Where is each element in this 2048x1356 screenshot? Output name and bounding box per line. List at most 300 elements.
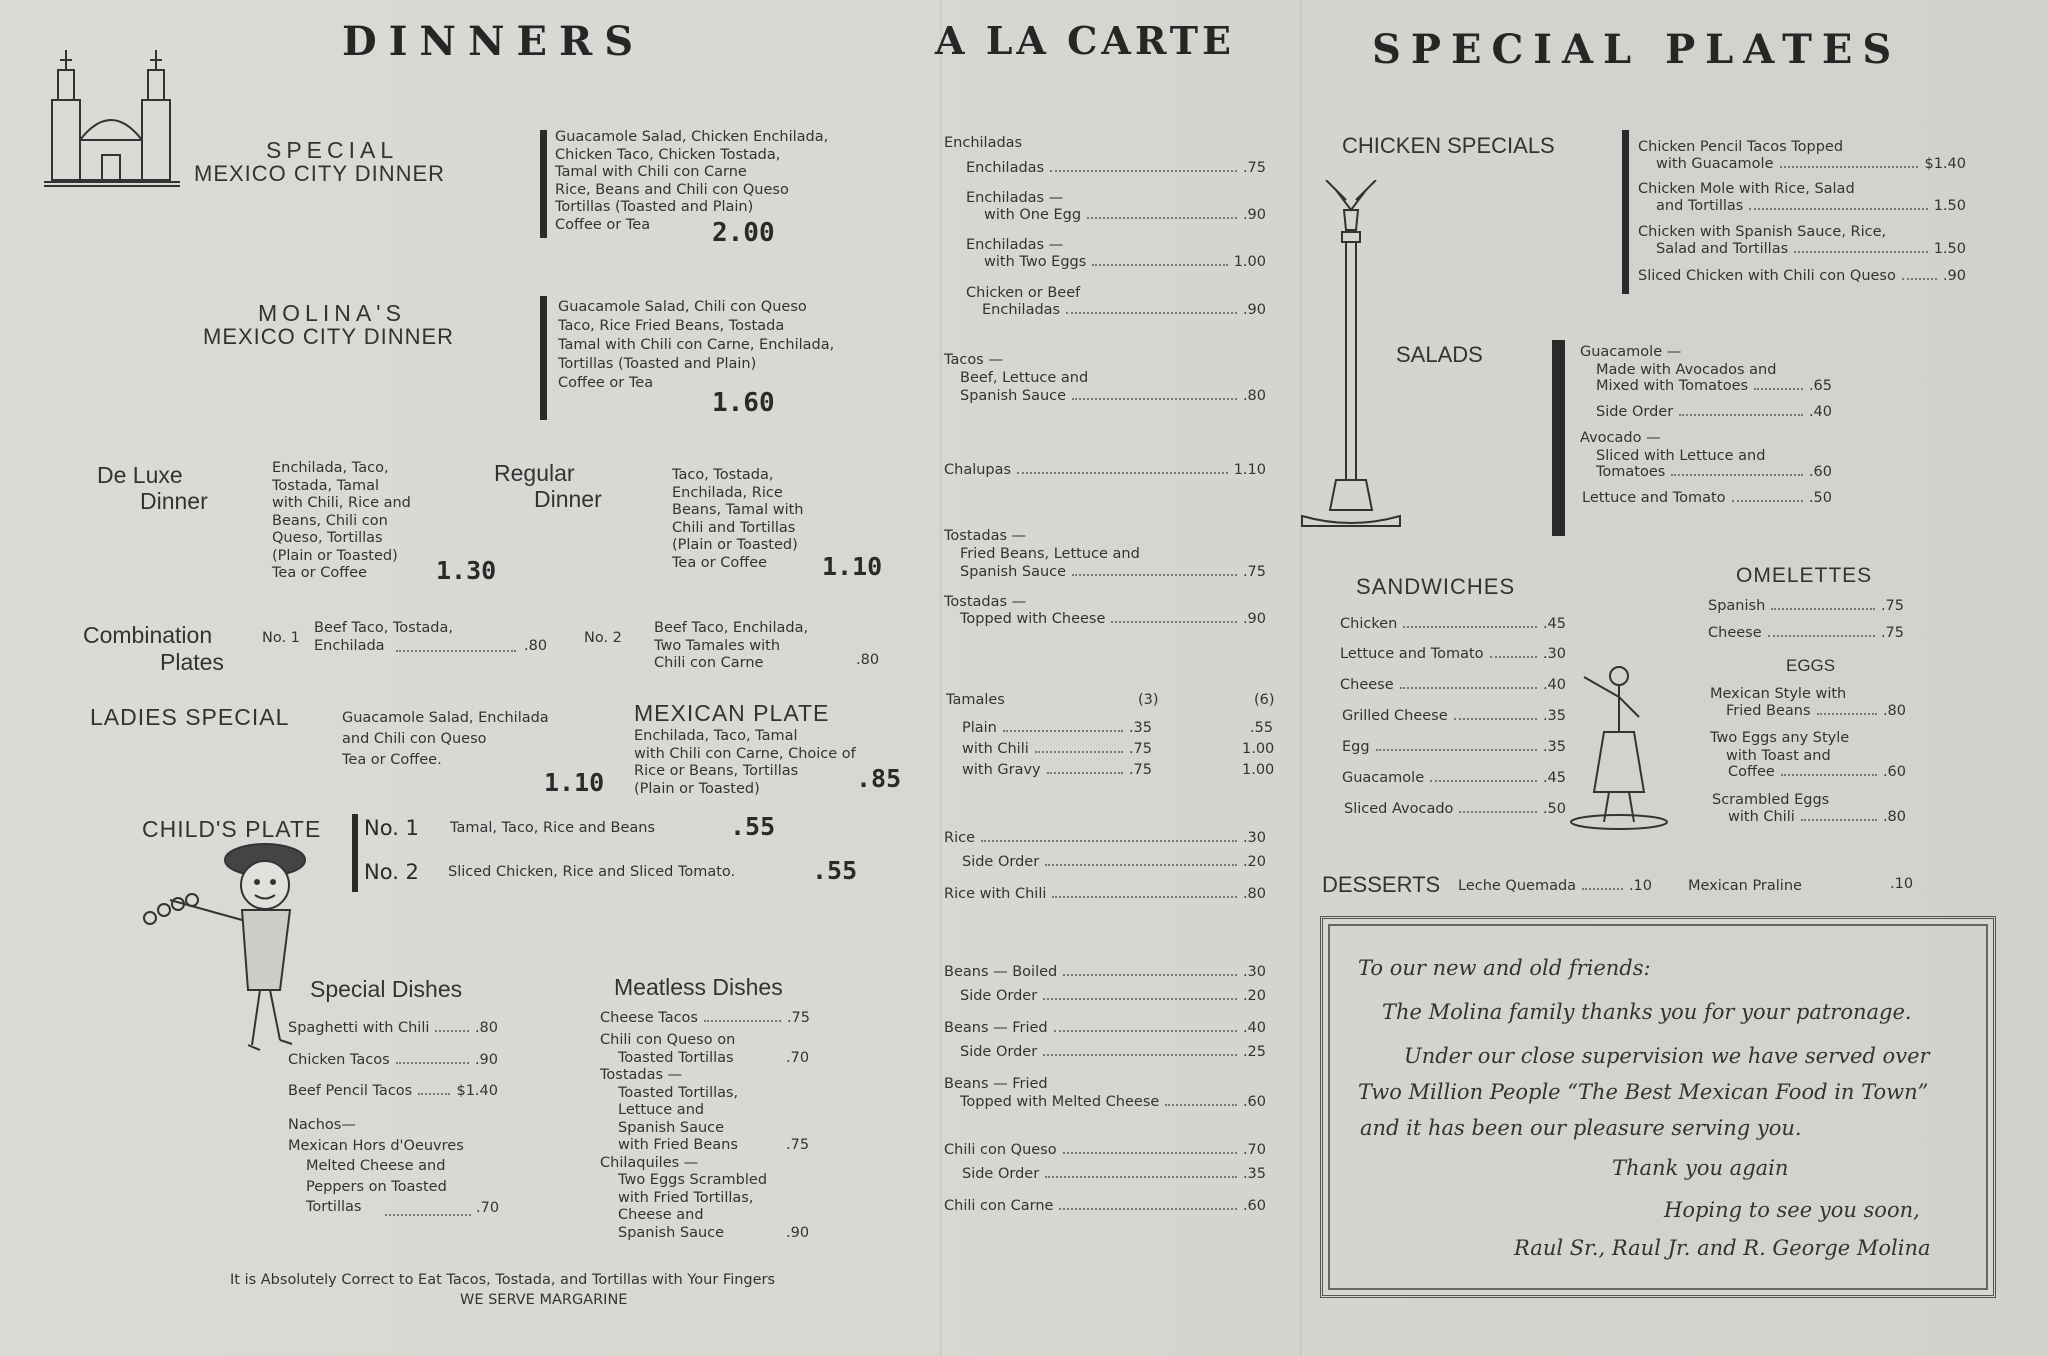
molinas-title-2: MEXICO CITY DINNER <box>203 324 455 349</box>
item-line: Nachos— <box>288 1117 356 1133</box>
item-line: Guacamole — <box>1580 344 1682 360</box>
item-line: (Plain or Toasted) <box>634 780 760 797</box>
ladies-items <box>342 708 549 771</box>
item-line: Enchiladas — <box>966 237 1064 253</box>
item-line: Chili con Carne <box>654 655 764 671</box>
deluxe-title-1: De Luxe <box>97 462 183 488</box>
salads-row <box>1596 464 1832 480</box>
salads-row <box>1596 378 1832 394</box>
item-name: Side Order <box>960 1044 1038 1060</box>
item-line: Spanish Sauce <box>618 1224 725 1241</box>
eggs-row <box>1728 809 1906 825</box>
alacarte-row <box>962 1166 1266 1182</box>
chicken-special-row <box>1656 198 1966 214</box>
bracket-bar <box>540 130 547 238</box>
sandwich-row <box>1340 646 1566 662</box>
item-name: Guacamole <box>1342 770 1425 786</box>
dessert-row <box>1458 878 1652 894</box>
item-line: with Fried Beans <box>618 1137 738 1153</box>
item-price: .90 <box>1242 611 1266 627</box>
item-line: Enchilada, Taco, <box>272 460 389 476</box>
enchiladas-head: Enchiladas <box>944 135 1023 151</box>
chicken-special-row <box>1656 156 1966 172</box>
item-price: .75 <box>1880 625 1904 641</box>
alacarte-row <box>944 830 1266 846</box>
item-line: Guacamole Salad, Chili con Queso <box>558 299 807 315</box>
item-price: .90 <box>1242 302 1266 318</box>
item-price: .30 <box>1242 830 1266 846</box>
regular-items <box>672 467 803 572</box>
combination-no2-price: .80 <box>856 652 880 668</box>
item-price: .30 <box>1542 646 1566 662</box>
item-line: Mexican Hors d'Oeuvres <box>288 1137 464 1154</box>
salads-row <box>1596 404 1832 420</box>
item-name: Enchiladas <box>966 160 1045 176</box>
regular-title-2: Dinner <box>534 486 602 512</box>
item-price: .75 <box>1880 598 1904 614</box>
item-price: .80 <box>1882 809 1906 825</box>
sandwich-row <box>1342 739 1566 755</box>
molinas-price: 1.60 <box>712 388 775 418</box>
item-line: Taco, Tostada, <box>672 467 774 483</box>
item-price: $1.40 <box>1924 156 1966 172</box>
item-price: 1.00 <box>1242 762 1275 778</box>
item-name: with Two Eggs <box>984 254 1087 270</box>
item-name: Side Order <box>962 854 1040 870</box>
combination-no1-price: .80 <box>524 638 548 654</box>
item-line: Two Tamales with <box>654 637 781 654</box>
item-line: Queso, Tortillas <box>272 530 383 546</box>
item-line: Chicken Taco, Chicken Tostada, <box>555 146 781 163</box>
item-line: Avocado — <box>1580 430 1661 446</box>
meatless-block <box>600 1032 767 1242</box>
eggs-row <box>1728 764 1906 780</box>
item-price: .35 <box>1542 708 1566 724</box>
chilaquiles-price: .90 <box>786 1225 810 1241</box>
item-price: .40 <box>1808 404 1832 420</box>
tamales-row <box>962 762 1152 778</box>
item-name: with Guacamole <box>1656 156 1774 172</box>
item-price: 1.10 <box>1233 462 1266 478</box>
item-line: Taco, Rice Fried Beans, Tostada <box>558 318 785 334</box>
item-line: Toasted Tortillas, <box>618 1084 739 1101</box>
item-line: Peppers on Toasted <box>306 1178 447 1195</box>
mexico-city-title-1: SPECIAL <box>266 137 399 163</box>
item-name: Chili con Carne <box>944 1198 1054 1214</box>
item-name: Rice with Chili <box>944 886 1047 902</box>
childs-no1-label: No. 1 <box>364 816 419 840</box>
bracket-bar <box>352 814 358 892</box>
alacarte-row <box>944 1020 1266 1036</box>
angel-monument-illustration <box>1296 180 1406 536</box>
item-line: with Chili con Carne, Choice of <box>634 745 856 762</box>
item-line: Chilaquiles — <box>600 1154 699 1171</box>
sandwich-row <box>1342 708 1566 724</box>
item-line: Tamal with Chili con Carne <box>555 164 747 180</box>
chili-queso-price: .70 <box>786 1050 810 1066</box>
item-price: .90 <box>1942 268 1966 284</box>
item-name: with Chili <box>962 741 1029 757</box>
chicken-special-row <box>1656 241 1966 257</box>
item-line: Beef Taco, Enchilada, <box>654 620 809 636</box>
alacarte-row <box>960 1044 1266 1060</box>
dessert-price-2: .10 <box>1890 876 1914 892</box>
message-line: Under our close supervision we have served over <box>1404 1044 1930 1068</box>
message-line: The Molina family thanks you for your patronage. <box>1382 1000 1912 1024</box>
item-name: Plain <box>962 720 997 736</box>
bracket-bar <box>540 296 547 420</box>
fold-crease <box>940 0 942 1356</box>
item-line: Enchilada, Rice <box>672 484 783 501</box>
item-name: Cheese Tacos <box>600 1010 698 1026</box>
alacarte-row <box>960 988 1266 1004</box>
eggs-title: EGGS <box>1786 656 1836 675</box>
item-name: Side Order <box>960 988 1038 1004</box>
message-line: Thank you again <box>1612 1156 1789 1180</box>
item-price: .60 <box>1882 764 1906 780</box>
item-line: Tacos — <box>944 352 1003 368</box>
eggs-row <box>1726 703 1906 719</box>
item-name: Side Order <box>1596 404 1674 420</box>
item-price: .20 <box>1242 854 1266 870</box>
item-line: Tortillas (Toasted and Plain) <box>555 199 754 215</box>
item-line: Tostadas — <box>600 1067 683 1083</box>
special-plates-header: SPECIAL PLATES <box>1372 26 1902 73</box>
dancer-illustration <box>1564 662 1674 830</box>
item-line: Tea or Coffee. <box>342 752 442 768</box>
item-line: Guacamole Salad, Chicken Enchilada, <box>555 129 829 145</box>
item-name: Topped with Cheese <box>960 611 1106 627</box>
item-price: 1.50 <box>1933 241 1966 257</box>
dot-leader <box>385 1214 471 1216</box>
item-line: with Chili, Rice and <box>272 495 411 511</box>
alacarte-row <box>960 388 1266 404</box>
item-line: Sliced with Lettuce and <box>1596 447 1766 464</box>
item-name: Beans — Boiled <box>944 964 1058 980</box>
message-line: Two Million People “The Best Mexican Food in Town” <box>1358 1080 1929 1104</box>
item-line: Beef, Lettuce and <box>960 369 1089 386</box>
bracket-bar <box>1552 340 1565 536</box>
item-line: Tortillas (Toasted and Plain) <box>558 356 757 372</box>
combination-title-2: Plates <box>160 649 224 675</box>
item-price: .40 <box>1242 1020 1266 1036</box>
alacarte-row <box>982 302 1266 318</box>
deluxe-price: 1.30 <box>436 556 497 585</box>
item-price: .30 <box>1242 964 1266 980</box>
item-name: Tomatoes <box>1596 464 1666 480</box>
item-line: Spanish Sauce <box>618 1119 725 1136</box>
item-line: Tea or Coffee <box>672 554 768 571</box>
alacarte-row <box>984 254 1266 270</box>
childs-no1-price: .55 <box>730 812 776 841</box>
item-name: Topped with Melted Cheese <box>960 1094 1160 1110</box>
item-price: .45 <box>1542 616 1566 632</box>
item-price: 1.00 <box>1242 741 1275 757</box>
alacarte-row <box>960 1094 1266 1110</box>
item-name: with One Egg <box>984 207 1082 223</box>
tostadas-price: .75 <box>786 1137 810 1153</box>
item-name: Sliced Chicken with Chili con Queso <box>1638 268 1896 284</box>
item-name: Salad and Tortillas <box>1656 241 1789 257</box>
meatless-title: Meatless Dishes <box>614 974 783 1000</box>
alacarte-row <box>944 886 1266 902</box>
item-name: Lettuce and Tomato <box>1340 646 1484 662</box>
item-line: Scrambled Eggs <box>1712 792 1830 808</box>
item-price: .80 <box>1242 388 1266 404</box>
alacarte-row <box>984 207 1266 223</box>
item-name: Cheese <box>1340 677 1394 693</box>
item-line: with Toast and <box>1726 747 1831 764</box>
item-line: Lettuce and <box>618 1102 705 1118</box>
special-dish-row <box>288 1020 498 1036</box>
item-price: .25 <box>1242 1044 1266 1060</box>
mexico-city-items <box>555 129 828 234</box>
item-name: Spanish Sauce <box>960 388 1067 404</box>
alacarte-row <box>944 462 1266 478</box>
message-line: and it has been our pleasure serving you. <box>1360 1116 1802 1140</box>
item-line: Chicken Mole with Rice, Salad <box>1638 181 1855 197</box>
sandwich-row <box>1340 616 1566 632</box>
item-line: Rice, Beans and Chili con Queso <box>555 181 789 198</box>
mexican-plate-title: MEXICAN PLATE <box>634 700 830 726</box>
item-line: Chicken or Beef <box>966 285 1081 301</box>
item-price: .65 <box>1808 378 1832 394</box>
item-name: Chili con Queso <box>944 1142 1057 1158</box>
deluxe-title-2: Dinner <box>140 488 208 514</box>
sandwiches-title: SANDWICHES <box>1356 574 1516 599</box>
item-name: Cheese <box>1708 625 1762 641</box>
omelette-row <box>1708 598 1904 614</box>
item-line: Tea or Coffee <box>272 565 368 581</box>
item-price: .45 <box>1542 770 1566 786</box>
item-name: Chalupas <box>944 462 1012 478</box>
item-price: .60 <box>1242 1094 1266 1110</box>
item-price: .75 <box>1128 741 1152 757</box>
special-dish-row <box>288 1083 498 1099</box>
item-line: (Plain or Toasted) <box>672 537 798 553</box>
molinas-items <box>558 298 834 393</box>
item-line: Coffee or Tea <box>555 216 651 233</box>
childs-no2-price: .55 <box>812 856 858 885</box>
item-line: and Chili con Queso <box>342 731 487 747</box>
item-price: .50 <box>1542 801 1566 817</box>
item-price: .35 <box>1128 720 1152 736</box>
church-illustration <box>44 40 180 190</box>
dinners-header: DINNERS <box>342 18 646 65</box>
message-line: Hoping to see you soon, <box>1664 1198 1920 1222</box>
salads-guac <box>1580 344 1776 379</box>
item-line: (Plain or Toasted) <box>272 547 398 564</box>
item-line: Enchiladas — <box>966 190 1064 206</box>
item-name: Chicken <box>1340 616 1398 632</box>
item-price: .90 <box>1242 207 1266 223</box>
tamales-row <box>962 741 1152 757</box>
regular-title-1: Regular <box>494 460 575 486</box>
mexican-plate-price: .85 <box>856 764 902 793</box>
message-line: To our new and old friends: <box>1358 956 1651 980</box>
item-name: Beans — Fried <box>944 1020 1048 1036</box>
salads-avocado <box>1580 430 1765 465</box>
item-name: Coffee <box>1728 764 1775 780</box>
ladies-price: 1.10 <box>544 768 605 797</box>
tacos-block <box>944 352 1088 387</box>
item-name: Spanish <box>1708 598 1766 614</box>
item-line: Coffee or Tea <box>558 375 654 391</box>
dot-leader <box>396 650 516 652</box>
item-line: Beans, Chili con <box>272 512 388 529</box>
item-name: Lettuce and Tomato <box>1582 490 1726 506</box>
chicken-special-row <box>1638 268 1966 284</box>
salads-title: SALADS <box>1396 342 1483 367</box>
item-line: Guacamole Salad, Enchilada <box>342 710 549 726</box>
alacarte-row <box>960 611 1266 627</box>
item-line: Mexican Style with <box>1710 686 1847 702</box>
desserts-title: DESSERTS <box>1322 872 1441 897</box>
item-price: .70 <box>1242 1142 1266 1158</box>
tostadas-block <box>944 528 1140 563</box>
tamales-col3: (3) <box>1138 692 1159 708</box>
item-line: Two Eggs Scrambled <box>618 1172 768 1188</box>
deluxe-items <box>272 460 411 583</box>
meatless-row <box>600 1010 810 1026</box>
omelette-row <box>1708 625 1904 641</box>
sandwich-row <box>1340 677 1566 693</box>
item-price: .35 <box>1242 1166 1266 1182</box>
alacarte-row <box>944 1198 1266 1214</box>
omelettes-title: OMELETTES <box>1736 564 1873 587</box>
item-line: Melted Cheese and <box>306 1158 446 1174</box>
item-name: Fried Beans <box>1726 703 1811 719</box>
item-line: Tortillas <box>306 1199 362 1215</box>
dessert-item-2: Mexican Praline <box>1688 878 1802 894</box>
item-price: .60 <box>1808 464 1832 480</box>
item-price: .75 <box>786 1010 810 1026</box>
combination-title-1: Combination <box>83 622 213 648</box>
item-name: Spaghetti with Chili <box>288 1020 430 1036</box>
item-name: Sliced Avocado <box>1344 801 1454 817</box>
combination-no2-items <box>654 620 808 673</box>
childs-title: CHILD'S PLATE <box>142 816 322 842</box>
tamales-head: Tamales <box>946 692 1005 708</box>
item-price: .55 <box>1250 720 1274 736</box>
childs-no1-desc: Tamal, Taco, Rice and Beans <box>450 820 655 836</box>
item-line: Fried Beans, Lettuce and <box>960 545 1140 562</box>
footer-line-1: It is Absolutely Correct to Eat Tacos, Tostada, and Tortillas with Your Fingers <box>230 1272 776 1288</box>
alacarte-row <box>960 564 1266 580</box>
item-line: Cheese and <box>618 1207 704 1223</box>
ladies-title: LADIES SPECIAL <box>90 704 290 730</box>
item-line: Tostadas — <box>944 594 1027 610</box>
molinas-title-1: MOLINA'S <box>258 300 406 326</box>
mexico-city-title-2: MEXICO CITY DINNER <box>194 161 446 186</box>
item-name: Side Order <box>962 1166 1040 1182</box>
item-name: with Gravy <box>962 762 1041 778</box>
item-line: Beans — Fried <box>944 1076 1048 1092</box>
alacarte-row <box>962 854 1266 870</box>
message-signature: Raul Sr., Raul Jr. and R. George Molina <box>1514 1236 1931 1260</box>
item-name: and Tortillas <box>1656 198 1744 214</box>
item-line: Chili con Queso on <box>600 1032 736 1048</box>
item-line: Tostada, Tamal <box>272 477 380 494</box>
nachos-block <box>288 1115 464 1218</box>
item-price: .50 <box>1808 490 1832 506</box>
item-price: 1.50 <box>1933 198 1966 214</box>
item-price: .75 <box>1242 564 1266 580</box>
item-price: .20 <box>1242 988 1266 1004</box>
item-name: Leche Quemada <box>1458 878 1577 894</box>
item-price: $1.40 <box>456 1083 498 1099</box>
item-line: Enchilada, Taco, Tamal <box>634 728 798 744</box>
combination-no1-label: No. 1 <box>262 630 300 646</box>
item-line: Two Eggs any Style <box>1710 730 1850 746</box>
chicken-specials-title: CHICKEN SPECIALS <box>1342 133 1555 158</box>
item-line: Tostadas — <box>944 528 1027 544</box>
alacarte-row <box>944 1142 1266 1158</box>
nachos-price: .70 <box>476 1200 500 1216</box>
item-line: Toasted Tortillas <box>618 1049 734 1066</box>
item-line: Chili and Tortillas <box>672 519 796 536</box>
mexican-plate-items <box>634 728 856 798</box>
childs-no2-label: No. 2 <box>364 860 419 884</box>
item-name: Grilled Cheese <box>1342 708 1448 724</box>
sandwich-row <box>1342 770 1566 786</box>
item-price: .80 <box>474 1020 498 1036</box>
item-name: with Chili <box>1728 809 1795 825</box>
item-price: .60 <box>1242 1198 1266 1214</box>
item-name: Enchiladas <box>982 302 1061 318</box>
childs-no2-desc: Sliced Chicken, Rice and Sliced Tomato. <box>448 864 736 880</box>
item-price: .40 <box>1542 677 1566 693</box>
item-price: .75 <box>1242 160 1266 176</box>
bracket-bar <box>1622 130 1629 294</box>
item-line: Rice or Beans, Tortillas <box>634 763 799 779</box>
footer-line-2: WE SERVE MARGARINE <box>460 1292 628 1308</box>
item-name: Rice <box>944 830 975 846</box>
item-price: .80 <box>1242 886 1266 902</box>
alacarte-row <box>944 964 1266 980</box>
item-price: .35 <box>1542 739 1566 755</box>
item-line: Made with Avocados and <box>1596 361 1777 378</box>
item-line: Beans, Tamal with <box>672 502 804 518</box>
tamales-row <box>962 720 1152 736</box>
combination-no2-label: No. 2 <box>584 630 622 646</box>
item-name: Mixed with Tomatoes <box>1596 378 1749 394</box>
alacarte-header: A LA CARTE <box>935 18 1236 63</box>
item-price: .80 <box>1882 703 1906 719</box>
tamales-col6: (6) <box>1254 692 1275 708</box>
item-line: Enchilada <box>314 637 385 654</box>
item-price: 1.00 <box>1233 254 1266 270</box>
sandwich-row <box>1344 801 1566 817</box>
item-name: Beef Pencil Tacos <box>288 1083 413 1099</box>
item-line: with Fried Tortillas, <box>618 1189 754 1206</box>
item-line: Chicken Pencil Tacos Topped <box>1638 139 1844 155</box>
regular-price: 1.10 <box>822 552 883 581</box>
item-price: .90 <box>474 1052 498 1068</box>
salads-row <box>1582 490 1832 506</box>
item-name: Spanish Sauce <box>960 564 1067 580</box>
item-line: Chicken with Spanish Sauce, Rice, <box>1638 224 1887 240</box>
item-price: .10 <box>1628 878 1652 894</box>
item-name: Chicken Tacos <box>288 1052 390 1068</box>
item-line: Beef Taco, Tostada, <box>314 620 453 636</box>
item-line: Tamal with Chili con Carne, Enchilada, <box>558 337 835 353</box>
special-dishes-title: Special Dishes <box>310 976 463 1002</box>
item-price: .75 <box>1128 762 1152 778</box>
special-dish-row <box>288 1052 498 1068</box>
eggs-block <box>1710 730 1849 765</box>
alacarte-row <box>966 160 1266 176</box>
